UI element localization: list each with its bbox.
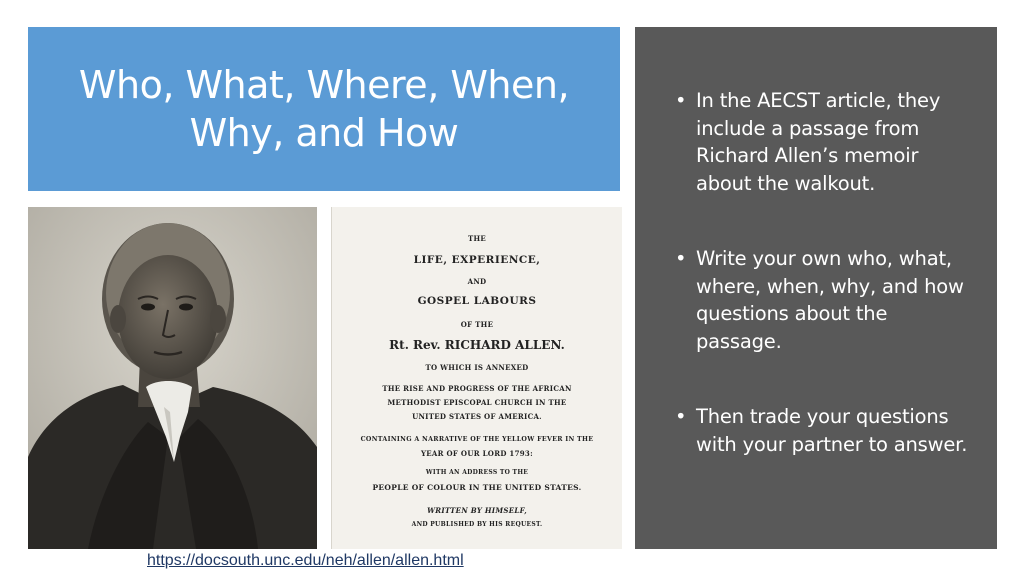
title-page-published: AND PUBLISHED BY HIS REQUEST. — [411, 521, 543, 528]
title-page-name: Rt. Rev. RICHARD ALLEN. — [389, 338, 565, 352]
title-page-people: PEOPLE OF COLOUR IN THE UNITED STATES. — [372, 483, 582, 492]
title-page-life: LIFE, EXPERIENCE, — [413, 254, 541, 266]
slide-title-line-2: Why, and How — [189, 111, 459, 155]
bullet-list — [675, 87, 975, 458]
bullet-text: In the AECST article, they include a passage from Richard Allen’s memoir about the walkout. — [696, 89, 941, 195]
bullet-text: Then trade your questions with your partner to answer. — [696, 405, 968, 456]
bullet-item — [675, 245, 975, 355]
slide-title-line-1: Who, What, Where, When, — [78, 63, 570, 107]
title-page-and: AND — [467, 277, 487, 286]
bullet-dot-icon: • — [675, 247, 687, 270]
bullet-dot-icon: • — [675, 89, 687, 112]
slide-title — [79, 61, 569, 157]
memoir-title-page — [331, 207, 622, 549]
title-page-with-address: WITH AN ADDRESS TO THE — [425, 469, 529, 476]
title-page-united: UNITED STATES OF AMERICA. — [412, 412, 542, 421]
bullet-item — [675, 87, 975, 197]
title-page-containing: CONTAINING A NARRATIVE OF THE YELLOW FEVER IN THE — [360, 436, 594, 443]
title-page-rise: THE RISE AND PROGRESS OF THE AFRICAN — [382, 384, 572, 393]
bullet-item — [675, 403, 975, 458]
source-link[interactable]: https://docsouth.unc.edu/neh/allen/allen.html — [147, 552, 464, 569]
bullet-dot-icon: • — [675, 405, 687, 428]
bullet-panel — [635, 27, 997, 549]
bullet-text: Write your own who, what, where, when, why, and how questions about the passage. — [696, 247, 964, 353]
title-page-year: YEAR OF OUR LORD 1793: — [421, 449, 533, 458]
title-page-gospel: GOSPEL LABOURS — [417, 295, 537, 307]
title-page-written: WRITTEN BY HIMSELF, — [427, 506, 527, 515]
title-page-of-the: OF THE — [460, 320, 494, 329]
title-page-methodist: METHODIST EPISCOPAL CHURCH IN THE — [387, 398, 567, 407]
richard-allen-portrait — [28, 207, 317, 549]
portrait-engraving — [28, 207, 317, 549]
title-box — [28, 27, 620, 191]
title-page-annexed: TO WHICH IS ANNEXED — [425, 363, 529, 372]
title-page-the: THE — [467, 234, 487, 243]
